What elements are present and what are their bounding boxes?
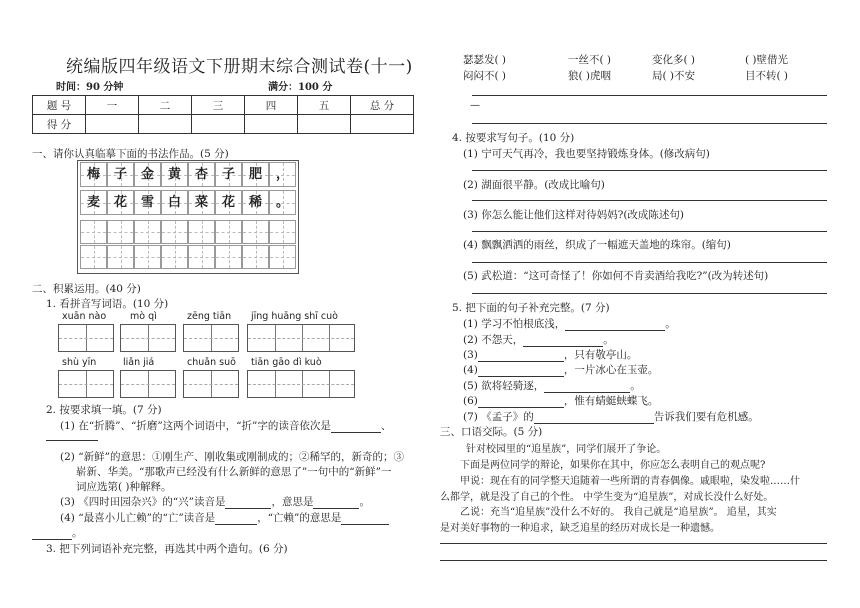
q2-1-prompt: (1) 在“折腾”、“折磨”这两个词语中，“折”字的读音依次是 [60,420,331,432]
score-cell[interactable] [245,115,298,134]
q2-3-end: 。 [359,496,370,508]
score-cell[interactable] [139,115,192,134]
q4-item: (2) 湖面很平静。(改成比喻句) [463,179,605,191]
score-header-cell: 二 [139,96,192,115]
q4-heading: 4. 按要求写句子。(10 分) [452,132,575,144]
q5-item [463,378,641,393]
word-fill: 闷闷不( ) [463,70,507,82]
score-header-cell: 一 [86,96,139,115]
oral-text: 针对校园里的“追星族”，同学们展开了争论。 [466,444,667,455]
calligraphy-cell [161,162,188,187]
q5-prefix: (5) 欲将轻骑逐， [463,380,545,392]
calligraphy-cell [188,162,215,187]
calligraphy-char: 黄 [167,167,181,182]
calligraphy-char: 花 [221,195,235,210]
practice-cell[interactable] [80,220,107,244]
pinyin-label: jīng huāng shī cuò [251,311,338,322]
answer-blank[interactable] [215,513,257,525]
q2-1-text [60,418,391,433]
calligraphy-cell [134,190,161,215]
calligraphy-cell [161,190,188,215]
answer-blank[interactable] [341,513,389,525]
full-score: 满分：100 分 [268,82,333,93]
calligraphy-cell [215,190,242,215]
word-fill: 目不转( ) [745,70,789,82]
answer-blank[interactable] [565,319,665,331]
score-cell[interactable] [86,115,139,134]
section3-heading: 三、口语交际。(5 分) [440,426,543,438]
q5-suffix: 告诉我们要有危机感。 [653,411,759,423]
q2-heading: 2. 按要求填一填。(7 分) [46,404,162,416]
q2-3-text [60,494,370,509]
score-row-label: 得 分 [33,115,86,134]
calligraphy-char: 雪 [140,195,154,210]
answer-line[interactable] [440,560,827,561]
calligraphy-char: 花 [113,195,127,210]
q5-prefix: (3) [463,349,478,361]
q4-item: (5) 武松道：“这可奇怪了！你如何不肯卖酒给我吃?”(改为转述句) [463,270,769,282]
calligraphy-char: 白 [167,195,181,210]
practice-cell[interactable] [134,245,161,269]
answer-box[interactable] [183,370,239,398]
q2-2-line2: 崭新、华美。“那歌声已经没有什么新鲜的意思了”一句中的“新鲜”一 [76,466,392,478]
q5-heading: 5. 把下面的句子补充完整。(7 分) [452,302,610,314]
score-header-cell: 总 分 [351,96,414,115]
calligraphy-char: 金 [140,167,154,182]
answer-line[interactable] [472,95,827,96]
pinyin-label: mò qì [130,311,157,322]
q4-item: (3) 你怎么能让他们这样对待妈妈?(改成陈述句) [463,209,685,221]
score-header-cell: 三 [192,96,245,115]
practice-cell[interactable] [107,245,134,269]
calligraphy-cell [107,190,134,215]
q5-item [463,347,637,362]
page-title: 统编版四年级语文下册期末综合测试卷(十一) [66,57,413,77]
q1-heading: 1. 看拼音写词语。(10 分) [46,298,169,310]
calligraphy-cell [269,190,296,215]
answer-blank[interactable] [478,396,564,408]
q5-suffix: ，只有敬亭山。 [563,349,638,361]
pinyin-label: tiān gāo dì kuò [251,357,322,368]
answer-blank[interactable] [544,381,630,393]
pinyin-label: liǎn jiá [123,357,155,368]
q5-suffix: 。 [630,380,641,392]
q2-4-text [60,510,389,525]
answer-blank[interactable] [478,350,564,362]
practice-cell[interactable] [161,245,188,269]
q5-item [463,393,658,408]
q4-item: (1) 宁可天气再冷，我也要坚持锻炼身体。(修改病句) [463,148,710,160]
practice-cell[interactable] [269,245,296,269]
answer-blank[interactable] [313,497,359,509]
practice-cell[interactable] [80,245,107,269]
answer-line[interactable] [472,123,827,124]
q3-heading: 3. 把下列词语补充完整，再选其中两个造句。(6 分) [46,543,288,555]
calligraphy-char: 子 [221,167,235,182]
answer-blank[interactable] [225,497,271,509]
q5-item [463,409,759,424]
answer-blank[interactable] [523,335,603,347]
q2-1-sep: 、 [380,420,392,432]
answer-box[interactable] [120,324,176,352]
q5-suffix: ，一片冰心在玉壶。 [563,364,659,376]
pinyin-label: xuān nào [62,311,107,322]
calligraphy-cell [80,190,107,215]
calligraphy-cell [80,162,107,187]
answer-line[interactable] [472,170,827,171]
q5-prefix: (7) 《孟子》的 [463,411,534,423]
calligraphy-cell [269,162,296,187]
word-fill: 局( )不安 [652,70,696,82]
score-header-cell: 题 号 [33,96,86,115]
practice-cell[interactable] [242,220,269,244]
score-header-cell: 五 [298,96,351,115]
score-cell[interactable] [351,115,414,134]
answer-line[interactable] [440,543,827,544]
word-fill: ( )壁借光 [745,54,789,66]
oral-text: 甲说：现在有的同学整天追随着一些所谓的青春偶像。戚眼啦，染发啦……什 [460,476,800,487]
practice-cell[interactable] [215,245,242,269]
word-fill: 一丝不( ) [568,54,612,66]
exam-time: 时间：90 分钟 [56,82,124,93]
calligraphy-cell [188,190,215,215]
calligraphy-cell [107,162,134,187]
calligraphy-char: 。 [275,195,289,210]
calligraphy-char: 梅 [86,167,100,182]
q2-4-cont [32,525,83,540]
answer-box[interactable] [120,370,176,398]
q2-4-prompt: (4) “最喜小儿亡赖”的“亡”读音是 [60,512,216,524]
practice-cell[interactable] [161,220,188,244]
score-cell[interactable] [192,115,245,134]
dash-mark: — [470,100,480,111]
calligraphy-char: 麦 [86,195,100,210]
answer-blank[interactable] [331,421,381,433]
q4-item: (4) 飘飘洒洒的雨丝，织成了一幅遮天盖地的珠帘。(缩句) [463,239,731,251]
answer-blank[interactable] [478,365,564,377]
practice-cell[interactable] [134,220,161,244]
calligraphy-char: ， [275,167,289,182]
answer-line[interactable] [472,231,827,232]
q2-2-line3: 词应选第( )种解释。 [76,481,172,493]
section2-heading: 二、积累运用。(40 分) [32,283,141,295]
oral-text: 是对美好事物的一种追求，缺乏追星的经历对成长是一种遗憾。 [440,523,720,534]
practice-cell[interactable] [188,220,215,244]
practice-cell[interactable] [269,220,296,244]
section1-heading: 一、请你认真临摹下面的书法作品。(5 分) [32,148,229,160]
answer-box[interactable] [58,324,114,352]
q5-item [463,362,658,377]
score-cell[interactable] [298,115,351,134]
q5-item [463,332,614,347]
oral-text: 乙说：充当“追星族”没什么不好的。 我自己就是“追星族”。 追星，其实 [460,507,777,518]
q5-item [463,316,676,331]
calligraphy-cell [215,162,242,187]
answer-box[interactable] [58,370,114,398]
q2-3-prompt: (3) 《四时田园杂兴》的“兴”读音是 [60,496,226,508]
answer-blank[interactable] [32,528,72,540]
q5-prefix: (1) 学习不怕根底浅， [463,318,566,330]
word-fill: 变化多( ) [652,54,696,66]
practice-cell[interactable] [188,245,215,269]
q2-4-end: 。 [72,527,83,539]
q5-suffix: 。 [603,334,614,346]
q5-suffix: ，惟有蜻蜓蛱蝶飞。 [563,395,659,407]
score-table [32,95,414,134]
word-fill: 瑟瑟发( ) [463,54,507,66]
practice-cell[interactable] [107,220,134,244]
answer-box[interactable] [183,324,239,352]
q5-prefix: (4) [463,364,478,376]
calligraphy-char: 杏 [194,167,208,182]
pinyin-label: zēng tiān [187,311,232,322]
q2-4-mid: ，“亡赖”的意思是 [257,512,342,524]
calligraphy-char: 肥 [248,167,262,182]
answer-line[interactable] [472,293,827,294]
q2-3-mid: ，意思是 [271,496,314,508]
oral-text: 么都学，就是没了自己的个性。 中学生变为“追星族”，对成长没什么好处。 [440,492,774,503]
calligraphy-char: 稀 [248,195,262,210]
practice-cell[interactable] [242,245,269,269]
word-fill: 狼( )虎咽 [568,70,612,82]
calligraphy-cell [242,190,269,215]
answer-blank[interactable] [534,412,654,424]
q5-prefix: (6) [463,395,478,407]
calligraphy-char: 子 [113,167,127,182]
pinyin-label: chuǎn suō [187,357,236,368]
answer-box[interactable] [247,370,355,398]
pinyin-label: shù yīn [62,357,97,368]
calligraphy-char: 菜 [194,195,208,210]
q5-prefix: (2) 不怨天， [463,334,524,346]
oral-text: 下面是两位同学的辩论，如果你在其中，你应怎么表明自己的观点呢? [460,460,766,471]
calligraphy-cell [134,162,161,187]
q5-suffix: 。 [665,318,676,330]
answer-line[interactable] [472,200,827,201]
score-header-cell: 四 [245,96,298,115]
practice-cell[interactable] [215,220,242,244]
q2-2-line1: (2) “新鲜”的意思：①刚生产、刚收集或刚制成的；②稀罕的，新奇的；③ [60,451,404,463]
answer-box[interactable] [247,324,355,352]
calligraphy-cell [242,162,269,187]
answer-line[interactable] [472,262,827,263]
